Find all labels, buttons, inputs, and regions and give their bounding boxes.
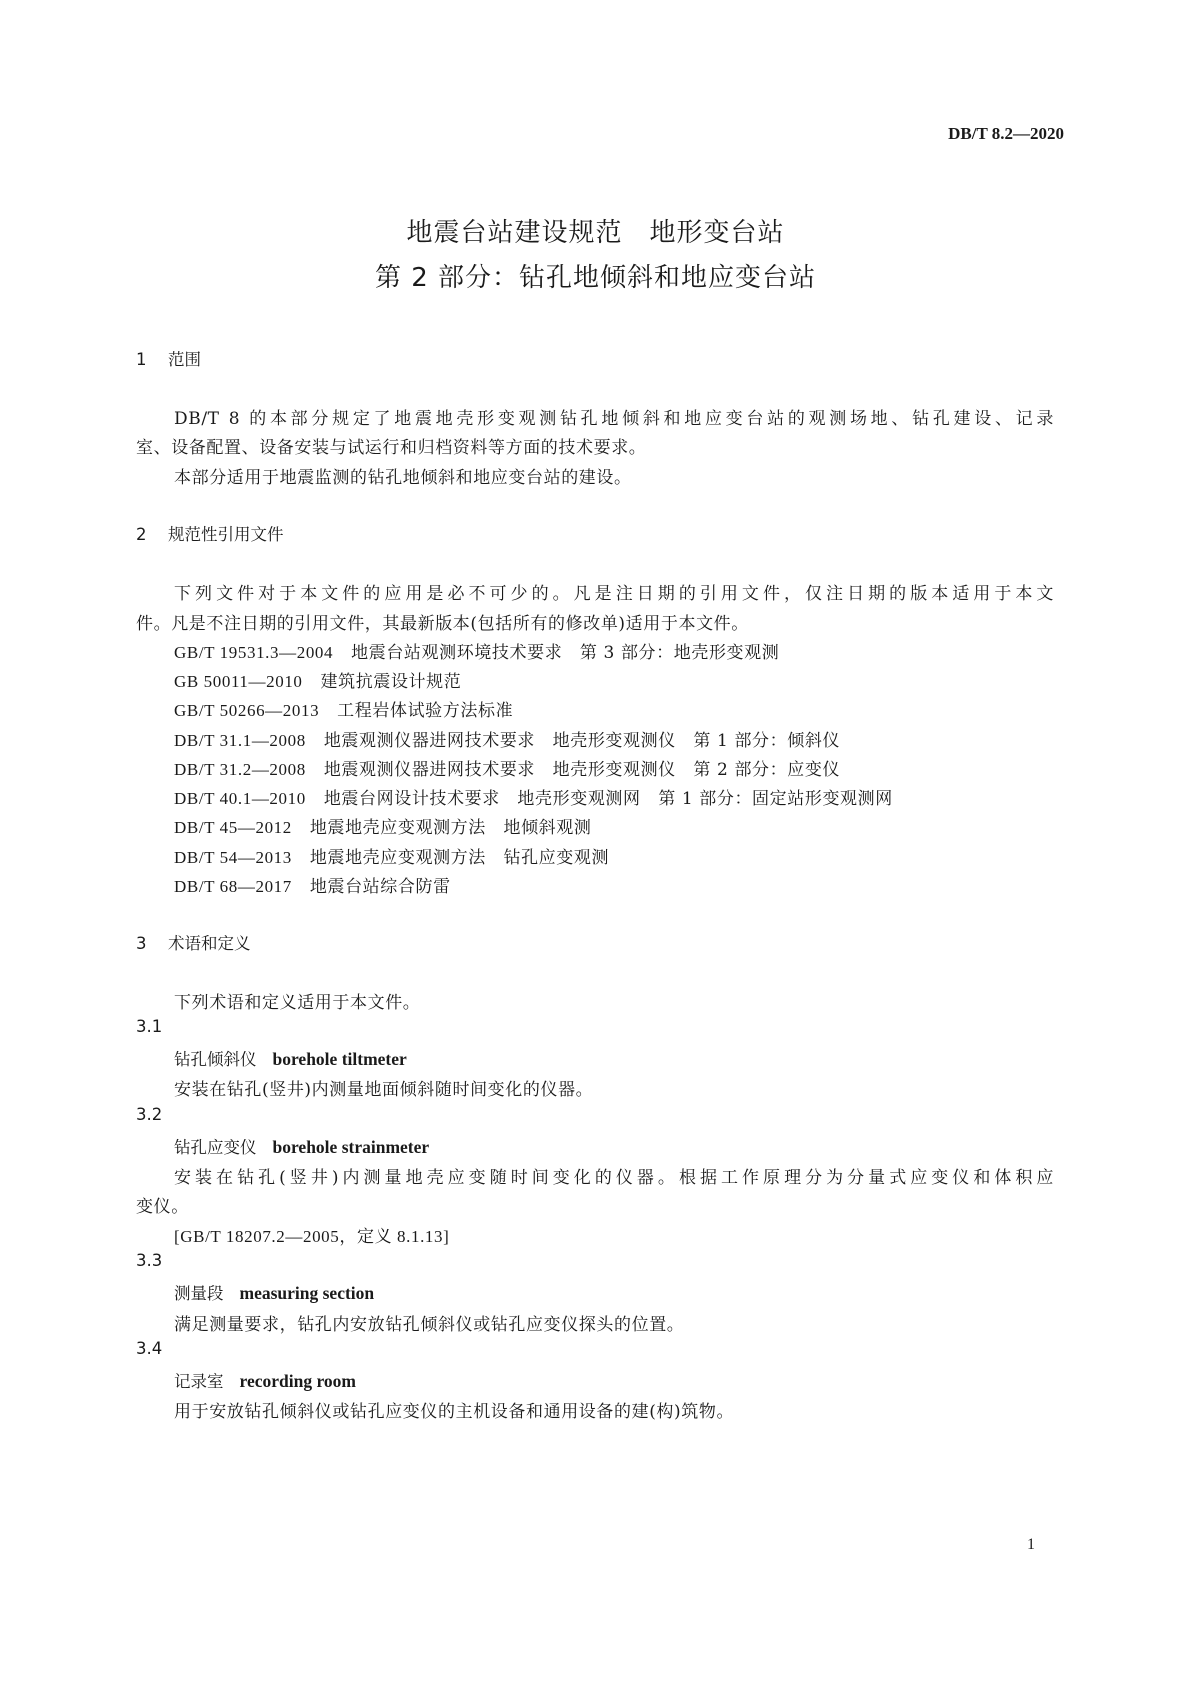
term-number: 3.2 bbox=[136, 1105, 163, 1124]
term-heading bbox=[174, 1046, 407, 1070]
reference-code: DB/T 40.1—2010 bbox=[174, 789, 306, 808]
reference-title: 地震观测仪器进网技术要求 地壳形变观测仪 第 2 部分：应变仪 bbox=[323, 760, 841, 780]
normative-reference bbox=[174, 726, 840, 751]
reference-title: 地震台站综合防雷 bbox=[309, 877, 451, 897]
section-number: 1 bbox=[136, 350, 147, 369]
term-number: 3.1 bbox=[136, 1017, 163, 1036]
term-definition: 安装在钻孔(竖井)内测量地面倾斜随时间变化的仪器。 bbox=[174, 1080, 594, 1100]
reference-code: DB/T 31.1—2008 bbox=[174, 731, 306, 750]
term-number: 3.3 bbox=[136, 1251, 163, 1270]
normative-reference bbox=[174, 638, 779, 663]
normative-reference bbox=[174, 755, 840, 780]
normative-reference bbox=[174, 843, 609, 868]
term-en: measuring section bbox=[239, 1283, 375, 1303]
document-title-line2: 第 2 部分：钻孔地倾斜和地应变台站 bbox=[374, 263, 817, 293]
term-heading bbox=[174, 1134, 429, 1158]
document-title-line1: 地震台站建设规范 地形变台站 bbox=[406, 218, 785, 248]
section-3-intro: 下列术语和定义适用于本文件。 bbox=[174, 993, 421, 1013]
term-en: borehole tiltmeter bbox=[272, 1049, 407, 1069]
reference-code: DB/T 68—2017 bbox=[174, 877, 292, 896]
section-number: 2 bbox=[136, 525, 147, 544]
section-1-heading bbox=[136, 346, 201, 370]
term-zh: 钻孔应变仪 bbox=[174, 1138, 257, 1157]
reference-title: 地震观测仪器进网技术要求 地壳形变观测仪 第 1 部分：倾斜仪 bbox=[323, 731, 841, 751]
normative-reference bbox=[174, 813, 591, 838]
term-definition: 用于安放钻孔倾斜仪或钻孔应变仪的主机设备和通用设备的建(构)筑物。 bbox=[174, 1402, 735, 1422]
term-source: [GB/T 18207.2—2005，定义 8.1.13] bbox=[174, 1227, 450, 1246]
section-2-heading bbox=[136, 521, 284, 545]
reference-title: 建筑抗震设计规范 bbox=[320, 672, 462, 692]
section-number: 3 bbox=[136, 934, 147, 953]
term-en: borehole strainmeter bbox=[272, 1137, 430, 1157]
section-1-para2: 本部分适用于地震监测的钻孔地倾斜和地应变台站的建设。 bbox=[174, 468, 632, 488]
section-2-intro-line2: 件。凡是不注日期的引用文件，其最新版本(包括所有的修改单)适用于本文件。 bbox=[136, 614, 749, 634]
term-definition-line1: 安装在钻孔(竖井)内测量地壳应变随时间变化的仪器。根据工作原理分为分量式应变仪和体积应 bbox=[174, 1168, 1054, 1188]
reference-title: 地震地壳应变观测方法 钻孔应变观测 bbox=[309, 848, 610, 868]
section-3-heading bbox=[136, 930, 251, 954]
term-heading bbox=[174, 1280, 374, 1304]
term-heading bbox=[174, 1368, 356, 1392]
reference-title: 地震台网设计技术要求 地壳形变观测网 第 1 部分：固定站形变观测网 bbox=[323, 789, 893, 809]
section-2-intro-line1: 下列文件对于本文件的应用是必不可少的。凡是注日期的引用文件，仅注日期的版本适用于本文 bbox=[174, 584, 1054, 604]
reference-code: GB 50011—2010 bbox=[174, 672, 303, 691]
reference-code: DB/T 31.2—2008 bbox=[174, 760, 306, 779]
reference-code: DB/T 54—2013 bbox=[174, 848, 292, 867]
section-title: 规范性引用文件 bbox=[168, 525, 284, 544]
standard-code: DB/T 8.2—2020 bbox=[948, 124, 1064, 143]
normative-reference bbox=[174, 872, 451, 897]
section-title: 范围 bbox=[168, 350, 201, 369]
reference-title: 地震台站观测环境技术要求 第 3 部分：地壳形变观测 bbox=[351, 643, 780, 663]
section-1-para1-line2: 室、设备配置、设备安装与试运行和归档资料等方面的技术要求。 bbox=[136, 438, 647, 458]
term-zh: 记录室 bbox=[174, 1372, 224, 1391]
section-title: 术语和定义 bbox=[168, 934, 251, 953]
term-number: 3.4 bbox=[136, 1339, 163, 1358]
reference-title: 地震地壳应变观测方法 地倾斜观测 bbox=[309, 818, 592, 838]
page-number: 1 bbox=[1027, 1536, 1035, 1553]
term-zh: 测量段 bbox=[174, 1284, 224, 1303]
reference-code: GB/T 19531.3—2004 bbox=[174, 643, 334, 662]
term-zh: 钻孔倾斜仪 bbox=[174, 1050, 257, 1069]
normative-reference bbox=[174, 784, 893, 809]
reference-code: DB/T 45—2012 bbox=[174, 818, 292, 837]
normative-reference bbox=[174, 696, 513, 721]
reference-code: GB/T 50266—2013 bbox=[174, 701, 320, 720]
section-1-para1-line1: DB/T 8 的本部分规定了地震地壳形变观测钻孔地倾斜和地应变台站的观测场地、钻孔建设、记录 bbox=[174, 409, 1054, 429]
term-definition: 满足测量要求，钻孔内安放钻孔倾斜仪或钻孔应变仪探头的位置。 bbox=[174, 1315, 685, 1335]
normative-reference bbox=[174, 667, 461, 692]
term-en: recording room bbox=[239, 1371, 356, 1391]
reference-title: 工程岩体试验方法标准 bbox=[337, 701, 514, 721]
term-definition-line2: 变仪。 bbox=[136, 1197, 189, 1217]
